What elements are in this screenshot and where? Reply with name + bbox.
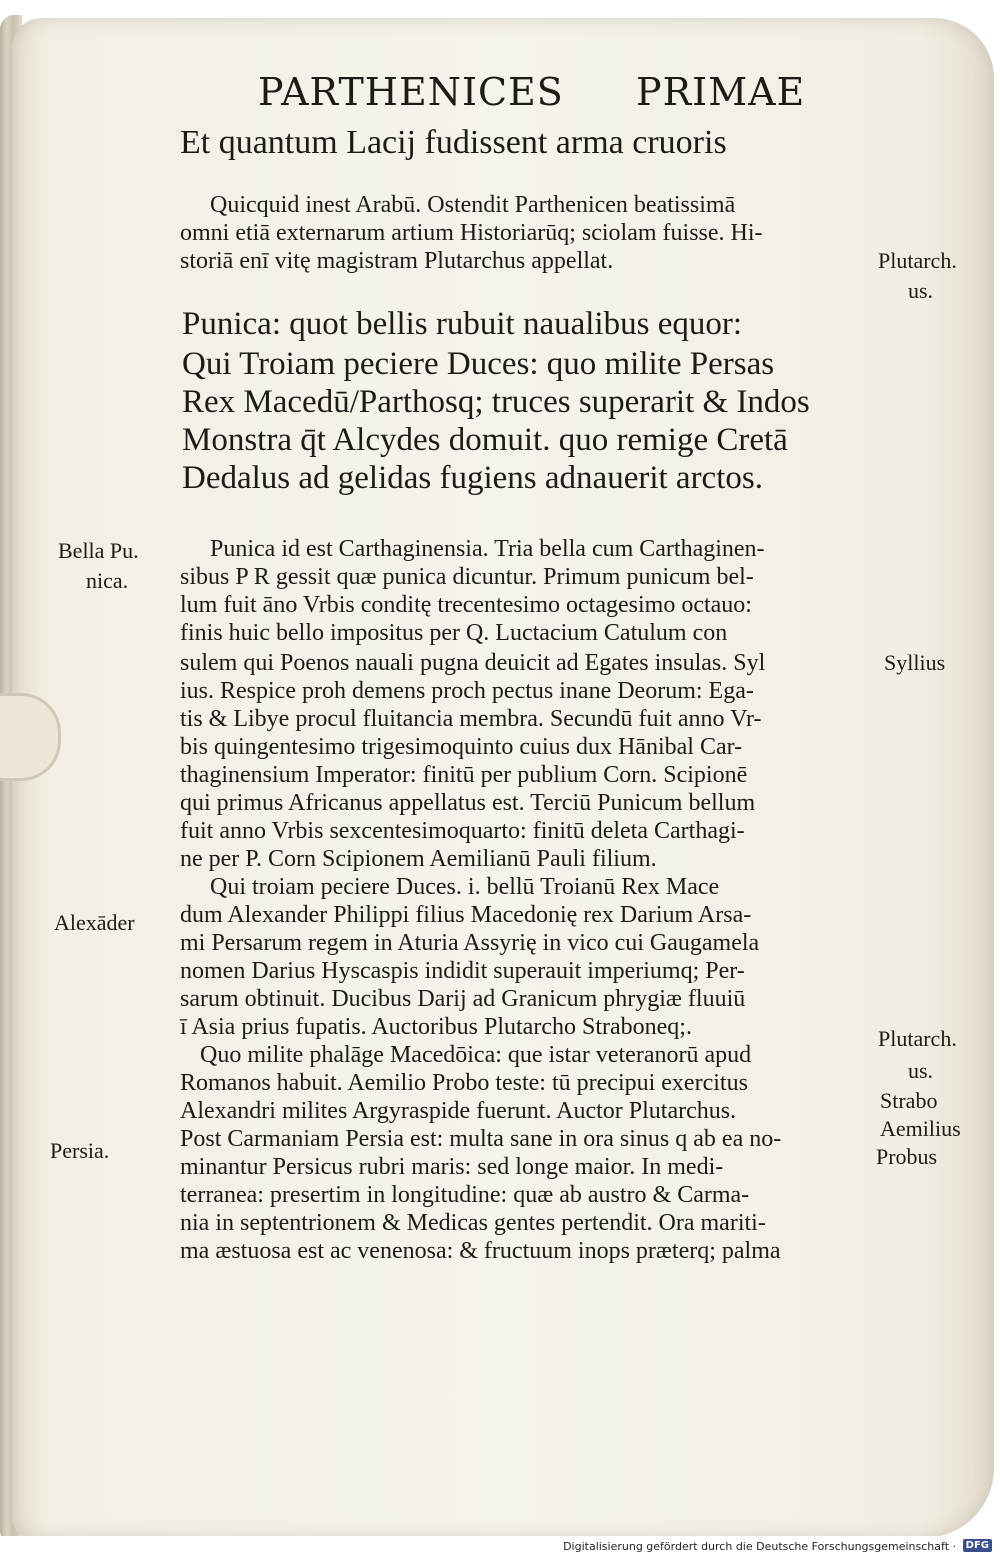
footer-bar	[0, 1536, 1000, 1556]
margin-note-persia: Persia.	[50, 1138, 110, 1163]
margin-note-alexander: Alexāder	[54, 910, 135, 935]
commentary-line: omni etiā externarum artium Historiarūq; sciolam fuisse. Hi-	[180, 220, 763, 246]
verse-line: Monstra q̄t Alcydes domuit. quo remige Cretā	[182, 422, 788, 458]
commentary-line: thaginensium Imperator: finitū per publium Corn. Scipionē	[180, 762, 748, 788]
commentary-line: Punica id est Carthaginensia. Tria bella cum Carthaginen-	[210, 536, 765, 562]
commentary-line: Quicquid inest Arabū. Ostendit Parthenicen beatissimā	[210, 192, 736, 218]
margin-note-bella: Bella Pu.	[58, 538, 139, 563]
commentary-line: nomen Darius Hyscaspis indidit superauit imperiumq; Per-	[180, 958, 745, 984]
commentary-line: lum fuit āno Vrbis conditę trecentesimo octagesimo octauo:	[180, 592, 752, 618]
commentary-line: dum Alexander Philippi filius Macedonię rex Darium Arsa-	[180, 902, 752, 928]
margin-note-probus: Probus	[876, 1144, 938, 1169]
commentary-line: mi Persarum regem in Aturia Assyrię in vico cui Gaugamela	[180, 930, 760, 956]
margin-note-plutarch: us.	[908, 278, 934, 303]
margin-note-bella: nica.	[86, 568, 129, 593]
running-header-left: PARTHENICES	[258, 70, 564, 114]
commentary-line: tis & Libye procul fluitancia membra. Secundū fuit anno Vr-	[180, 706, 762, 732]
commentary-line: bis quingentesimo trigesimoquinto cuius dux Hānibal Car-	[180, 734, 743, 760]
commentary-line: storiā enī vitę magistram Plutarchus appellat.	[180, 248, 614, 274]
commentary-line: Qui troiam peciere Duces. i. bellū Troianū Rex Mace	[210, 874, 720, 900]
verse-line: Dedalus ad gelidas fugiens adnauerit arctos.	[182, 460, 763, 496]
commentary-line: ma æstuosa est ac venenosa: & fructuum inops præterq; palma	[180, 1238, 781, 1264]
verse-line: Punica: quot bellis rubuit naualibus equor:	[182, 306, 743, 342]
margin-note-plutarch: us.	[908, 1058, 934, 1083]
commentary-line: Quo milite phalāge Macedōica: que istar veteranorū apud	[200, 1042, 752, 1068]
commentary-line: Alexandri milites Argyraspide fuerunt. Auctor Plutarchus.	[180, 1098, 737, 1124]
commentary-line: ne per P. Corn Scipionem Aemilianū Pauli filium.	[180, 846, 657, 872]
dfg-logo: DFG	[963, 1539, 992, 1552]
commentary-line: Romanos habuit. Aemilio Probo teste: tū precipui exercitus	[180, 1070, 748, 1096]
commentary-line: sibus P R gessit quæ punica dicuntur. Primum punicum bel-	[180, 564, 754, 590]
verse-line-top: Et quantum Lacij fudissent arma cruoris	[180, 124, 727, 161]
commentary-line: ī Asia prius fupatis. Auctoribus Plutarcho Straboneq;.	[180, 1014, 692, 1040]
commentary-line: finis huic bello impositus per Q. Luctacium Catulum con	[180, 620, 728, 646]
margin-note-syllius: Syllius	[884, 650, 946, 675]
margin-note-strabo: Strabo	[880, 1088, 938, 1113]
verse-line: Rex Macedū/Parthosq; truces superarit & Indos	[182, 384, 810, 420]
commentary-line: minantur Persicus rubri maris: sed longe maior. In medi-	[180, 1154, 724, 1180]
margin-note-plutarch: Plutarch.	[878, 248, 957, 273]
verse-line: Qui Troiam peciere Duces: quo milite Persas	[182, 346, 775, 382]
commentary-line: sarum obtinuit. Ducibus Darij ad Granicum phrygiæ fluuiū	[180, 986, 746, 1012]
margin-note-plutarch: Plutarch.	[878, 1026, 957, 1051]
commentary-line: sulem qui Poenos nauali pugna deuicit ad Egates insulas. Syl	[180, 650, 766, 676]
running-header-right: PRIMAE	[636, 70, 806, 114]
commentary-line: fuit anno Vrbis sexcentesimoquarto: finitū deleta Carthagi-	[180, 818, 745, 844]
commentary-line: qui primus Africanus appellatus est. Terciū Punicum bellum	[180, 790, 756, 816]
commentary-line: terranea: presertim in longitudine: quæ ab austro & Carma-	[180, 1182, 750, 1208]
commentary-line: ius. Respice proh demens proch pectus inane Deorum: Ega-	[180, 678, 754, 704]
commentary-line: Post Carmaniam Persia est: multa sane in ora sinus q ab ea no-	[180, 1126, 782, 1152]
commentary-line: nia in septentrionem & Medicas gentes pertendit. Ora mariti-	[180, 1210, 766, 1236]
footer-credit: Digitalisierung gefördert durch die Deutsche Forschungsgemeinschaft ·	[563, 1540, 956, 1553]
margin-note-aemilius: Aemilius	[880, 1116, 961, 1141]
